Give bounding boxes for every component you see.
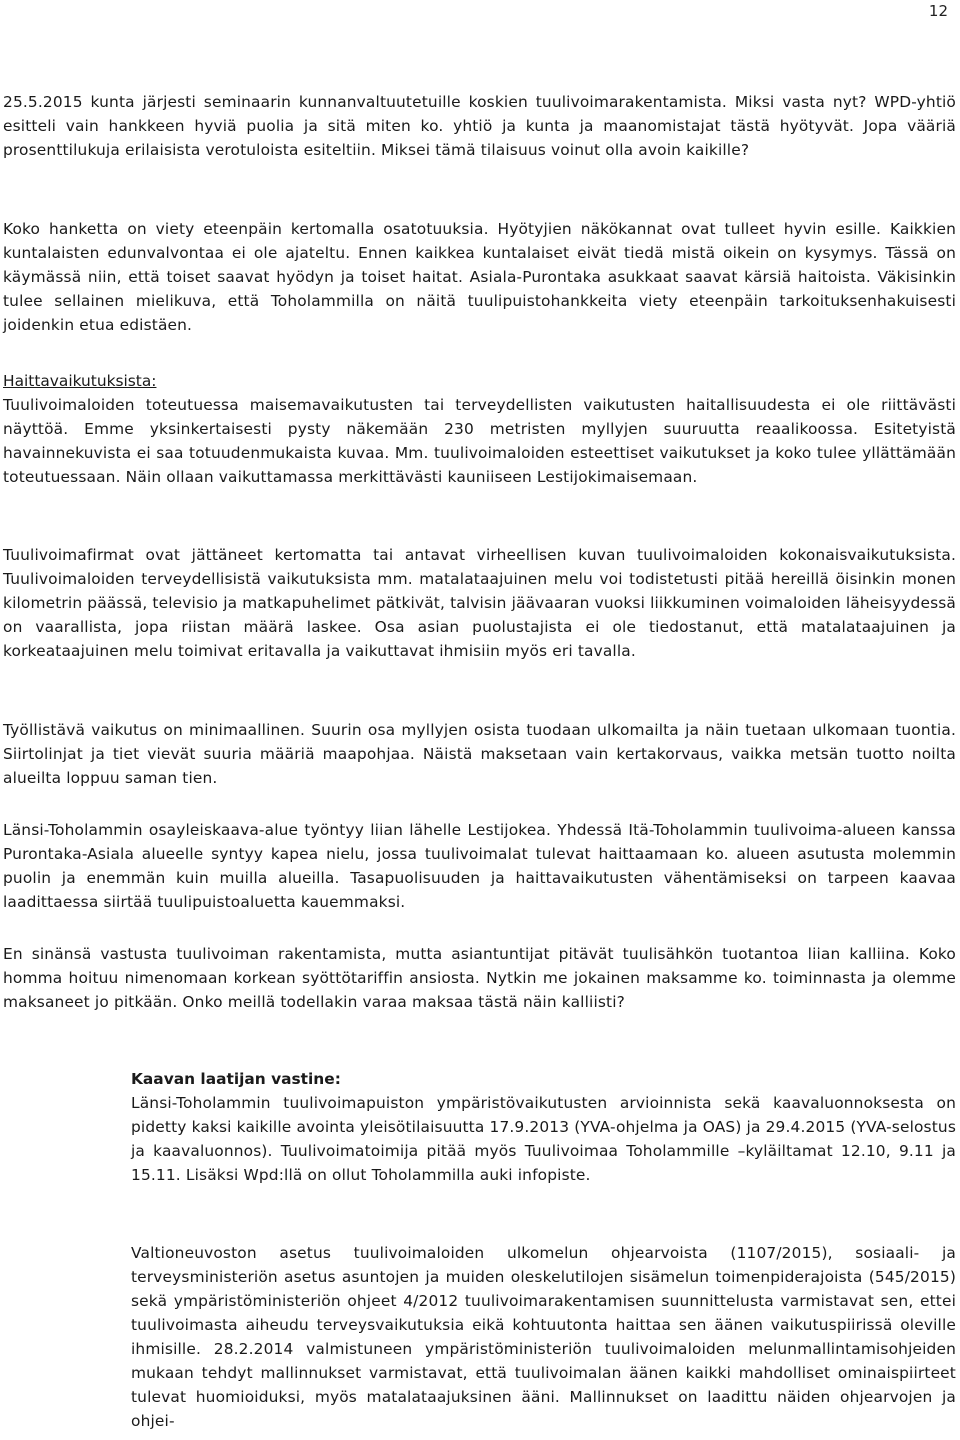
paragraph-cost: En sinänsä vastusta tuulivoiman rakentamista, mutta asiantuntijat pitävät tuulisähkön tuotantoa liian kalliina. Koko homma hoituu nimenomaan korkean syöttötariffin ansiosta. Nytkin me jokainen maksamme ko. toiminnasta ja olemme maksaneet jo pitkään. Onko meillä todellakin varaa maksaa tästä näin kalliisti? (3, 945, 956, 1011)
section-planner-response (131, 1067, 956, 1187)
paragraph-western-area: Länsi-Toholammin osayleiskaava-alue työntyy liian lähelle Lestijokea. Yhdessä Itä-Toholammin tuulivoima-alueen kanssa Purontaka-Asiala alueelle syntyy kapea nielu, jossa tuulivoimalat tulevat haittaamaan ko. alueen asutusta molemmin puolin ja enemmän kuin muilla alueilla. Tasapuolisuuden ja haittavaikutusten vähentämiseksi on tarpeen kaavaa laadittaessa siirtää tuulipuistoaluetta kauemmaksi. (3, 821, 956, 911)
paragraph-employment: Työllistävä vaikutus on minimaallinen. Suurin osa myllyjen osista tuodaan ulkomailta ja näin tuetaan ulkomaan tuontia. Siirtolinjat ja tiet vievät suuria määriä maapohjaa. Näistä maksetaan vain kertakorvaus, vaikka metsän tuotto noilta alueilta loppuu saman tien. (3, 721, 956, 787)
heading-planner-response: Kaavan laatijan vastine: (131, 1070, 341, 1088)
paragraph-seminar: 25.5.2015 kunta järjesti seminaarin kunnanvaltuutetuille koskien tuulivoimarakentamista. Miksi vasta nyt? WPD-yhtiö esitteli vain hankkeen hyviä puolia ja sitä miten ko. yhtiö ja kunta ja maanomistajat tästä hyötyvät. Jopa vääriä prosenttilukuja erilaisista verotuloista esiteltiin. Miksei tämä tilaisuus voinut olla avoin kaikille? (3, 93, 956, 159)
paragraph-landscape-effects: Tuulivoimaloiden toteutuessa maisemavaikutusten tai terveydellisten vaikutusten haitallisuudesta ei ole riittävästi näyttöä. Emme yksinkertaisesti pysty näkemään 230 metristen myllyjen suuruutta reaalikoossa. Esitetyistä havainnekuvista ei saa totuudenmukaista kuvaa. Mm. tuulivoimaloiden esteettiset vaikutukset ja koko tulee yllättämään toteutuessaan. Näin ollaan vaikuttamassa merkittävästi kauniiseen Lestijokimaisemaan. (3, 396, 956, 486)
paragraph-regulations: Valtioneuvoston asetus tuulivoimaloiden ulkomelun ohjearvoista (1107/2015), sosiaali- ja terveysministeriön asetus asuntojen ja muiden oleskelutilojen sisämelun toimenpiderajoista (545/2015) sekä ympäristöministeriön ohjeet 4/2012 tuulivoimarakentamisen suunnittelusta varmistavat sen, ettei tuulivoimasta aiheudu terveysvaikutuksia eikä kohtuutonta haittaa sen äänen vaikutuspiirissä oleville ihmisille. 28.2.2014 valmistuneen ympäristöministeriön tuulivoimaloiden melunmallintamisohjeiden mukaan tehdyt mallinnukset varmistavat, että tuulivoimalan äänen kaikki mahdolliset ominaispiirteet tulevat huomioiduksi, myös matalataajuksinen ääni. Mallinnukset on laadittu näiden ohjearvojen ja ohjei- (131, 1244, 956, 1430)
paragraph-partial-truths: Koko hanketta on viety eteenpäin kertomalla osatotuuksia. Hyötyjien näkökannat ovat tulleet hyvin esille. Kaikkien kuntalaisten edunvalvontaa ei ole ajateltu. Ennen kaikkea kuntalaiset eivät tiedä mistä oikein on kysymys. Tässä on käymässä niin, että toiset saavat hyödyn ja toiset haitat. Asiala-Purontaka asukkaat saavat kärsiä haitoista. Väkisinkin tulee sellainen mielikuva, että Toholammilla on näitä tuulipuistohankkeita viety eteenpäin tarkoituksenhakuisesti joidenkin etua edistäen. (3, 220, 956, 334)
section-harmful-effects (3, 369, 956, 489)
page-number: 12 (928, 2, 948, 20)
heading-harmful-effects: Haittavaikutuksista: (3, 372, 157, 390)
paragraph-health-effects: Tuulivoimafirmat ovat jättäneet kertomatta tai antavat virheellisen kuvan tuulivoimaloiden kokonaisvaikutuksista. Tuulivoimaloiden terveydellisistä vaikutuksista mm. matalataajuinen melu voi todistetusti pitää hereillä öisinkin monen kilometrin päässä, televisio ja matkapuhelimet pätkivät, talvisin jäävaaran vuoksi liikkuminen voimaloiden läheisyydessä on vaarallista, jopa riistan määrä laskee. Osa asian puolustajista ei ole tiedostanut, että matalataajuinen ja korkeataajuinen melu toimivat eritavalla ja vaikuttavat ihmisiin myös eri tavalla. (3, 546, 956, 660)
paragraph-public-events: Länsi-Toholammin tuulivoimapuiston ympäristövaikutusten arvioinnista sekä kaavaluonnoksesta on pidetty kaksi kaikille avointa yleisötilaisuutta 17.9.2013 (YVA-ohjelma ja OAS) ja 29.4.2015 (YVA-selostus ja kaavaluonnos). Tuulivoimatoimija pitää myös Tuulivoimaa Toholammille –kyläiltamat 12.10, 9.11 ja 15.11. Lisäksi Wpd:llä on ollut Toholammilla auki infopiste. (131, 1094, 956, 1184)
